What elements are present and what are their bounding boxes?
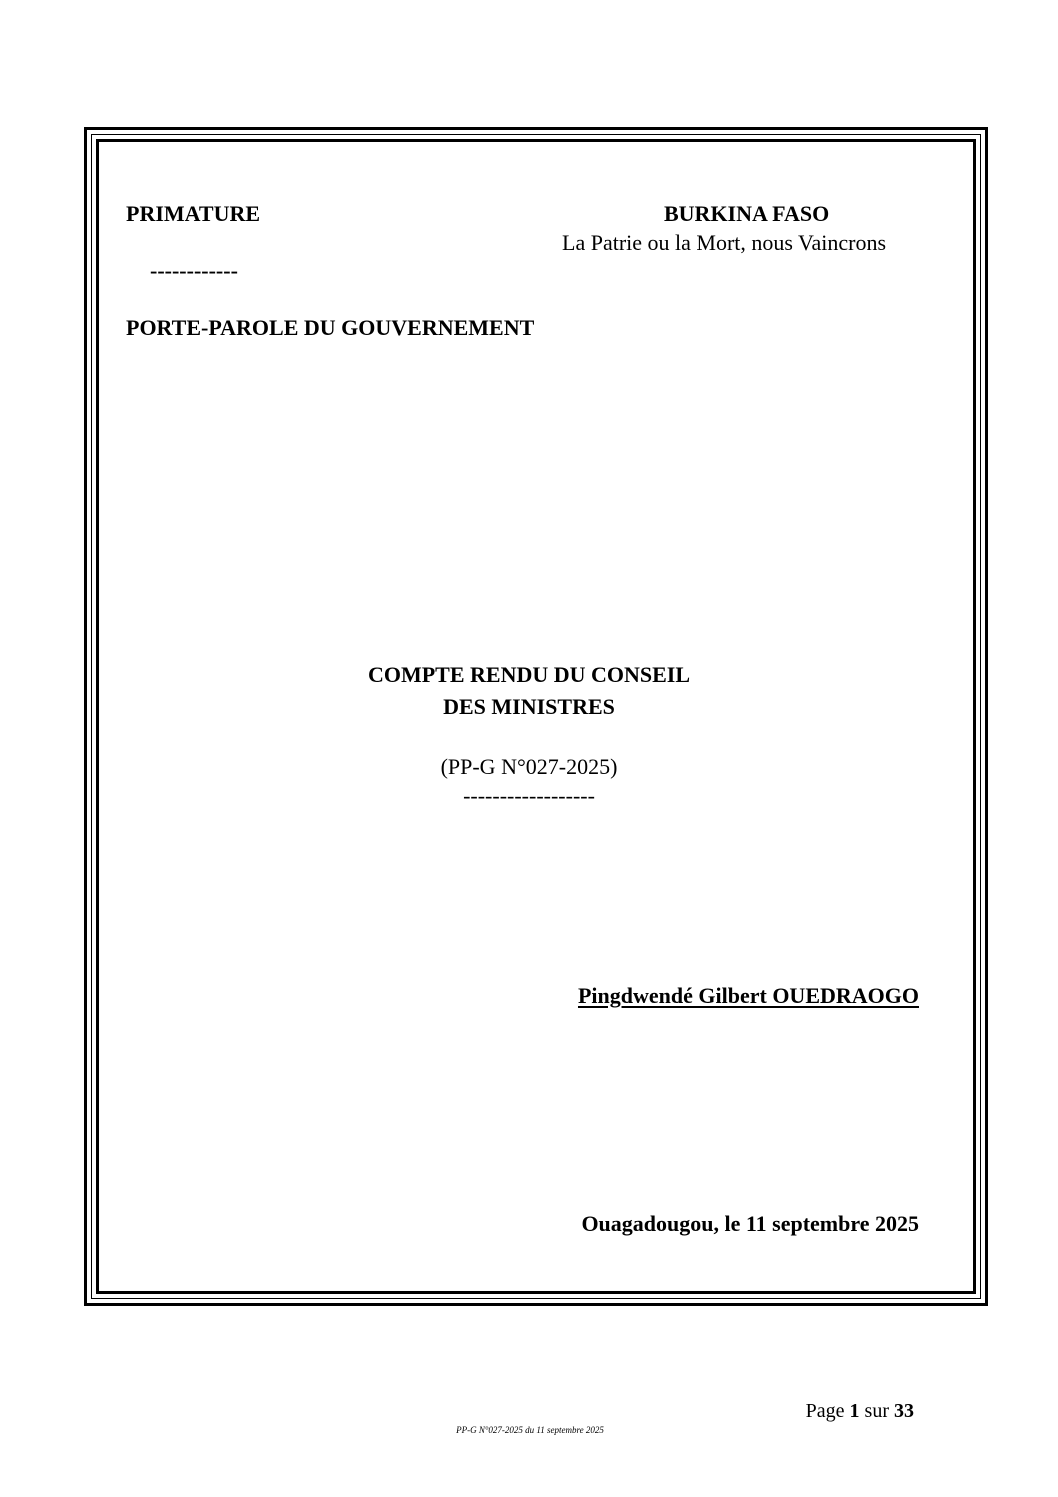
department-name: PORTE-PAROLE DU GOUVERNEMENT bbox=[126, 315, 535, 340]
header-separator: ------------ bbox=[150, 258, 238, 283]
signatory-name: Pingdwendé Gilbert OUEDRAOGO bbox=[577, 983, 919, 1008]
document-reference: (PP-G N°027-2025) bbox=[440, 754, 618, 779]
place-and-date: Ouagadougou, le 11 septembre 2025 bbox=[581, 1211, 919, 1236]
national-motto: La Patrie ou la Mort, nous Vaincrons bbox=[562, 230, 887, 255]
title-separator: ------------------ bbox=[463, 783, 595, 808]
issuing-authority: PRIMATURE bbox=[126, 201, 261, 226]
footer-reference: PP-G N°027-2025 du 11 septembre 2025 bbox=[456, 1425, 604, 1435]
page-current: 1 bbox=[849, 1400, 860, 1422]
title-line-1: COMPTE RENDU DU CONSEIL bbox=[367, 662, 691, 687]
page-prefix: Page bbox=[805, 1400, 850, 1422]
page-mid: sur bbox=[859, 1400, 894, 1422]
page-total: 33 bbox=[894, 1400, 914, 1422]
page-number bbox=[806, 1399, 914, 1423]
title-line-2: DES MINISTRES bbox=[443, 694, 615, 719]
document-title bbox=[329, 659, 729, 723]
country-name: BURKINA FASO bbox=[664, 201, 830, 226]
